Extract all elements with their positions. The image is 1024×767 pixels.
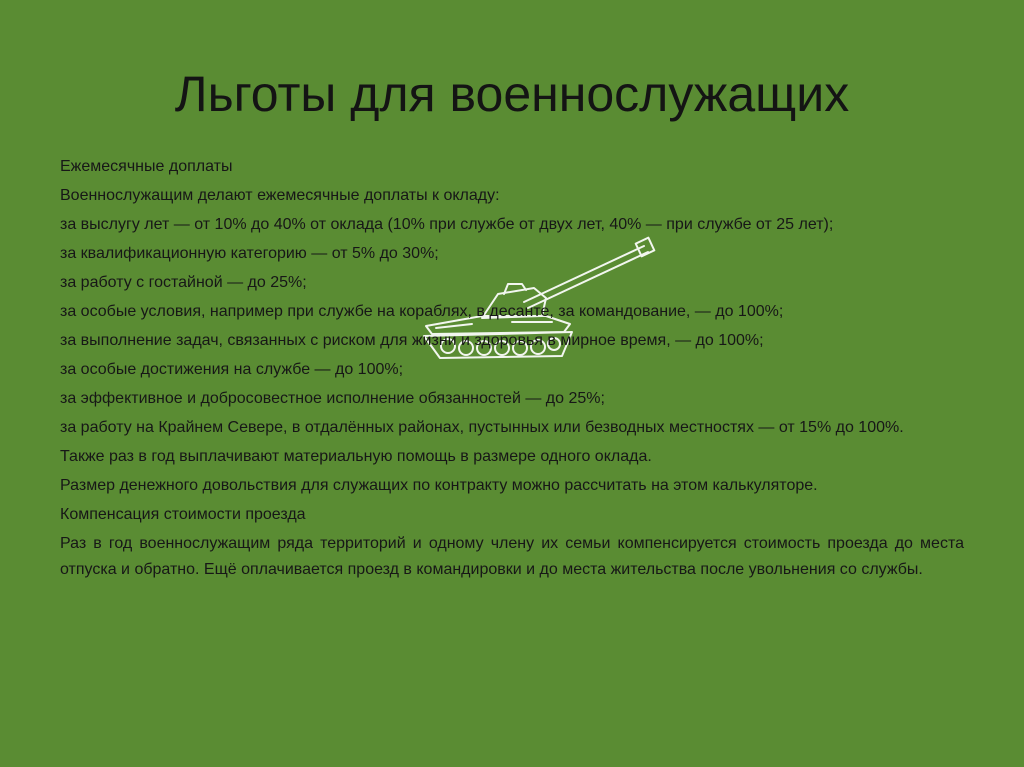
slide-title: Льготы для военнослужащих [174, 66, 850, 122]
paragraph-travel-heading: Компенсация стоимости проезда [60, 506, 306, 523]
paragraph-monthly-payments-heading: Ежемесячные доплаты [60, 158, 233, 175]
paragraph-travel-compensation: Раз в год военнослужащим ряда территорий и одному члену их семьи компенсируется стоимость проезда до места отпуска и обратно. Ещё оплачивается проезд в командировки и до места жительства после увольнения со службы. [60, 535, 964, 578]
paragraph-state-secret: за работу с гостайной — до 25%; [60, 274, 307, 291]
paragraph-monthly-payments-intro: Военнослужащим делают ежемесячные доплаты к окладу: [60, 187, 500, 204]
paragraph-far-north: за работу на Крайнем Севере, в отдалённых районах, пустынных или безводных местностях — от 15% до 100%. [60, 419, 904, 436]
paragraph-special-conditions: за особые условия, например при службе на кораблях, в десанте, за командование, — до 100%; [60, 303, 784, 320]
slide-body [60, 154, 964, 583]
paragraph-calculator: Размер денежного довольствия для служащих по контракту можно рассчитать на этом калькуляторе. [60, 477, 818, 494]
paragraph-material-aid: Также раз в год выплачивают материальную помощь в размере одного оклада. [60, 448, 652, 465]
paragraph-diligence: за эффективное и добросовестное исполнение обязанностей — до 25%; [60, 390, 605, 407]
paragraph-risk-tasks: за выполнение задач, связанных с риском для жизни и здоровья в мирное время, — до 100%; [60, 332, 764, 349]
paragraph-qualification: за квалификационную категорию — от 5% до 30%; [60, 245, 439, 262]
paragraph-achievements: за особые достижения на службе — до 100%; [60, 361, 404, 378]
paragraph-length-of-service: за выслугу лет — от 10% до 40% от оклада (10% при службе от двух лет, 40% — при службе от 25 лет); [60, 216, 834, 233]
